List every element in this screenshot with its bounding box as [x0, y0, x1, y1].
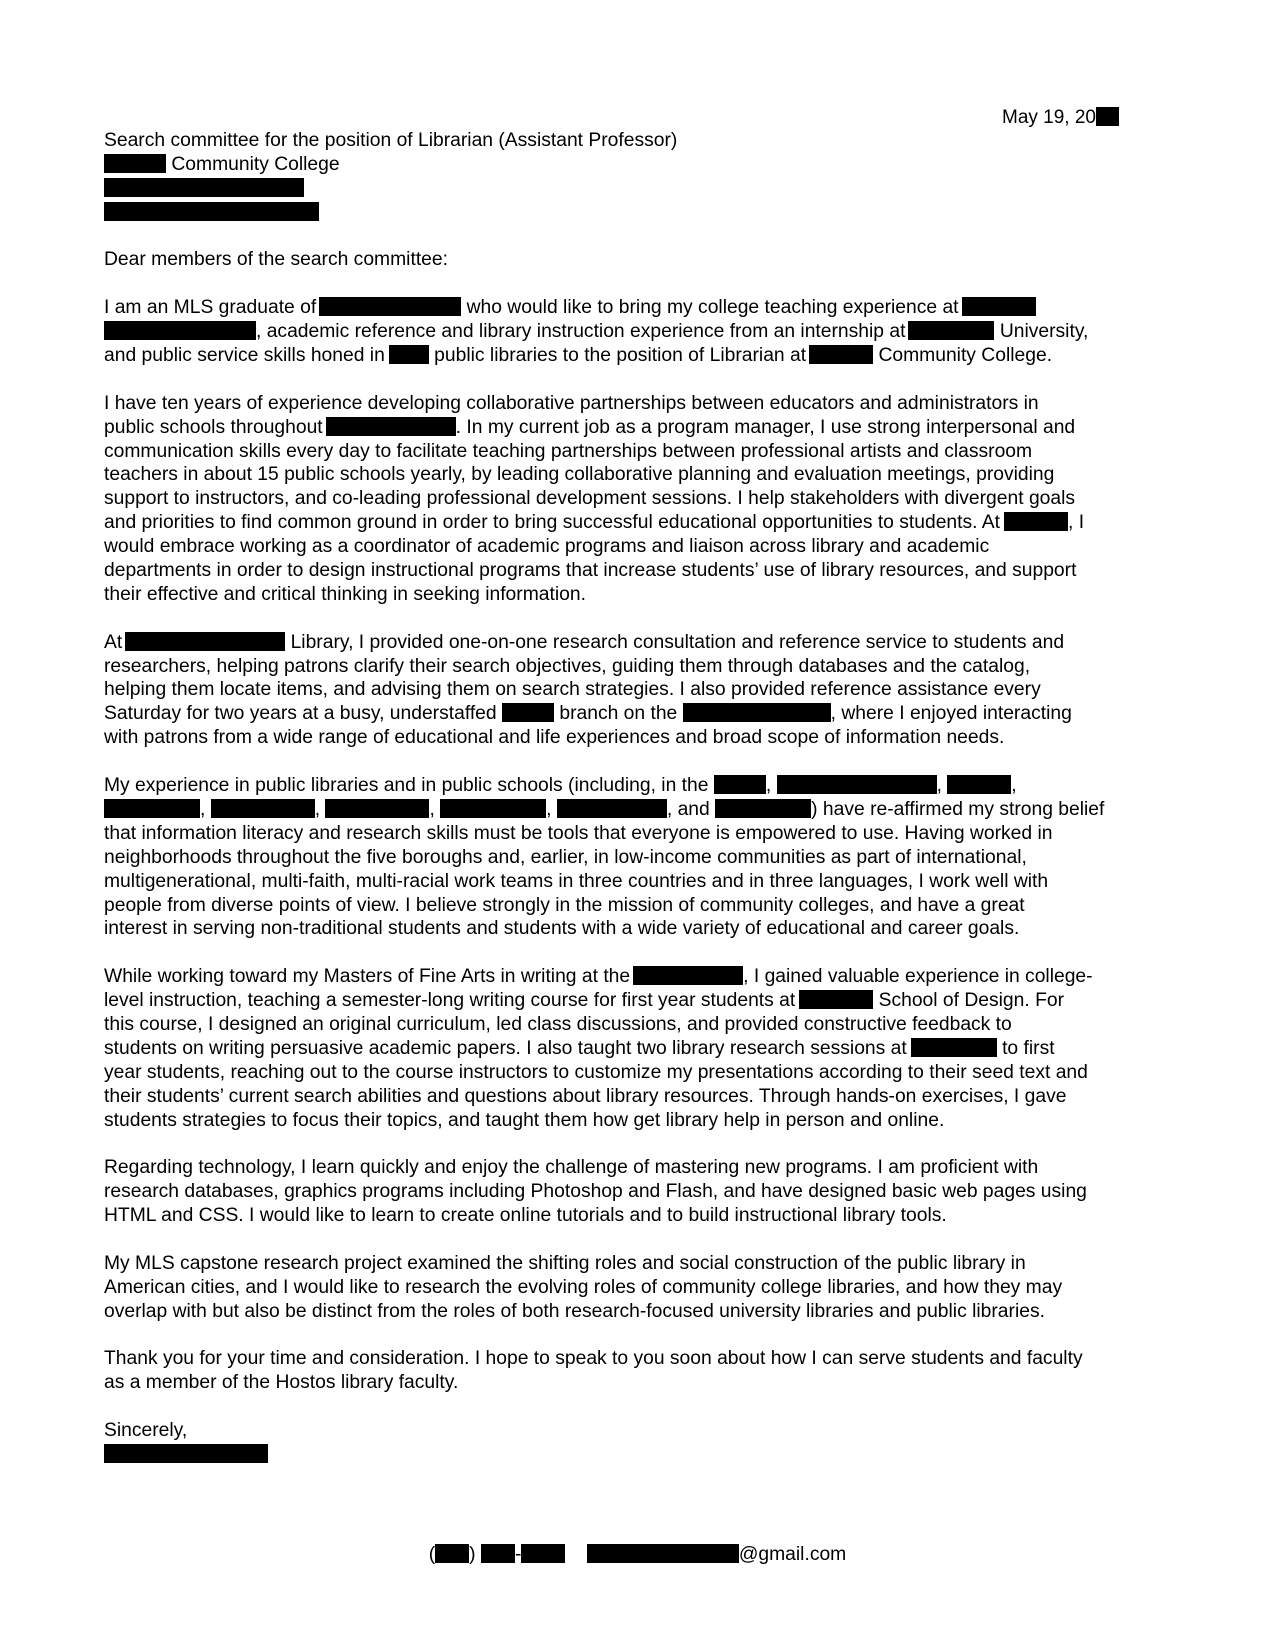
redaction: [104, 178, 304, 197]
address-line-3: [104, 177, 1164, 201]
redaction: [587, 1544, 739, 1563]
redaction: [714, 775, 766, 794]
redaction: [908, 321, 994, 340]
redaction: [211, 799, 315, 818]
signature-line: [104, 1443, 1164, 1467]
redaction: [1004, 512, 1068, 531]
paragraph-7: My MLS capstone research project examined the shifting roles and social construction of the public library in American cities, and I would like to research the evolving roles of community college libraries, and how they may overlap with but also be distinct from the roles of both research-focused university libraries and public libraries.: [104, 1252, 1063, 1322]
email-suffix: @gmail.com: [738, 1544, 847, 1565]
address-line-4: [104, 201, 1164, 225]
redaction: [104, 1444, 268, 1463]
redaction: [1096, 107, 1119, 126]
redaction: [683, 703, 831, 722]
redaction: [777, 775, 937, 794]
redaction: [633, 966, 743, 985]
redaction: [325, 799, 429, 818]
redaction: [481, 1544, 515, 1563]
redaction: [326, 417, 456, 436]
date-text: May 19, 20: [1002, 107, 1096, 128]
redaction: [440, 799, 546, 818]
redaction: [557, 799, 667, 818]
redaction: [319, 297, 461, 316]
contact-footer: ( ) - @gmail.com: [428, 1544, 847, 1565]
address-line-2: Community College: [104, 153, 1164, 177]
redaction: [962, 297, 1036, 316]
letter-body: [104, 129, 1164, 1467]
redaction: [104, 202, 319, 221]
redaction: [104, 321, 256, 340]
paragraph-5: While working toward my Masters of Fine Arts in writing at the , I gained valuable experience in college- level instruction, teaching a semester-long writing course for first year students at School of Design. For this course, I designed an original curriculum, led class discussions, and provided constructive feedback to students on writing persuasive academic papers. I also taught two library research sessions at to first year students, reaching out to the course instructors to customize my presentations according to their seed text and their students’ current search abilities and questions about library resources. Through hands-on exercises, I gave students strategies to focus their topics, and taught them how get library help in person and online.: [104, 966, 1093, 1131]
closing: Sincerely,: [104, 1420, 188, 1442]
letter-date: [1002, 106, 1119, 129]
salutation: Dear members of the search committee:: [104, 249, 448, 271]
paragraph-2: I have ten years of experience developing collaborative partnerships between educators and administrators in public schools throughout . In my current job as a program manager, I use strong interpersonal and communication skills every day to facilitate teaching partnerships between professional artists and classroom teachers in about 15 public schools yearly, by leading collaborative planning and evaluation meetings, providing support to instructors, and co-leading professional development sessions. I help stakeholders with divergent goals and priorities to find common ground in order to bring successful educational opportunities to students. At , I would embrace working as a coordinator of academic programs and liaison across library and academic departments in order to design instructional programs that increase students’ use of library resources, and support their effective and critical thinking in seeking information.: [104, 392, 1085, 605]
paragraph-3: At Library, I provided one-on-one research consultation and reference service to students and researchers, helping patrons clarify their search objectives, guiding them through databases and the catalog, helping them locate items, and advising them on search strategies. I also provided reference assistance every Saturday for two years at a busy, understaffed branch on the , where I enjoyed interacting with patrons from a wide range of educational and life experiences and broad scope of information needs.: [104, 631, 1072, 749]
paragraph-4: My experience in public libraries and in public schools (including, in the , , , , , , , , and ) have re-affirmed my strong belief that information literacy and research skills must be tools that everyone is empowered to use. Having worked in neighborhoods throughout the five boroughs and, earlier, in low-income communities as part of international, multigenerational, multi-faith, multi-racial work teams in three countries and in three languages, I work well with people from diverse points of view. I believe strongly in the mission of community colleges, and have a great interest in serving non-traditional students and students with a wide variety of educational and career goals.: [104, 775, 1105, 940]
paragraph-1: I am an MLS graduate of who would like to bring my college teaching experience at , academic reference and library instruction experience from an internship at University, and public service skills honed in public libraries to the position of Librarian at Community College.: [104, 297, 1089, 367]
paragraph-8: Thank you for your time and consideration. I hope to speak to you soon about how I can serve students and faculty as a member of the Hostos library faculty.: [104, 1348, 1083, 1394]
redaction: [435, 1544, 469, 1563]
redaction: [502, 703, 554, 722]
redaction: [104, 154, 166, 173]
address-line-1: Search committee for the position of Librarian (Assistant Professor): [104, 130, 678, 151]
redaction: [521, 1544, 565, 1563]
redaction: [715, 799, 811, 818]
redaction: [104, 799, 200, 818]
paragraph-6: Regarding technology, I learn quickly and enjoy the challenge of mastering new programs. I am proficient with research databases, graphics programs including Photoshop and Flash, and have designed basic web pages using HTML and CSS. I would like to learn to create online tutorials and to build instructional library tools.: [104, 1157, 1087, 1227]
redaction: [911, 1038, 997, 1057]
redaction: [389, 345, 429, 364]
redaction: [799, 990, 873, 1009]
redaction: [125, 632, 285, 651]
redaction: [809, 345, 873, 364]
redaction: [947, 775, 1011, 794]
